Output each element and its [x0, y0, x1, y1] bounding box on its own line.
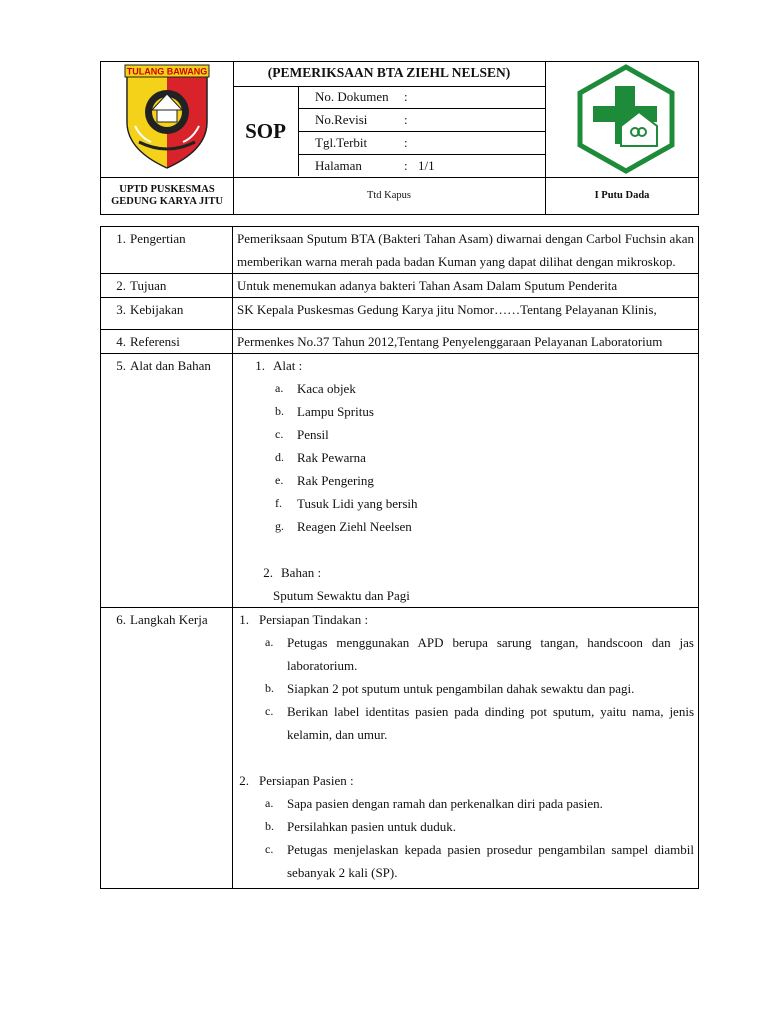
row-label: 2. Tujuan — [101, 274, 233, 298]
list-item: c. Pensil — [275, 427, 329, 442]
row-label: 6. Langkah Kerja — [101, 608, 233, 889]
list-item: f. Tusuk Lidi yang bersih — [275, 496, 418, 511]
row-content: Untuk menemukan adanya bakteri Tahan Asam Dalam Sputum Penderita — [233, 274, 699, 298]
puskesmas-name: UPTD PUSKESMAS GEDUNG KARYA JITU — [111, 184, 223, 207]
ttd-kapus: Ttd Kapus — [366, 190, 412, 201]
row-label: 1. Pengertian — [101, 227, 233, 274]
row-tujuan — [101, 274, 699, 298]
meta-no-revisi: No.Revisi : — [315, 112, 408, 127]
row-label: 4. Referensi — [101, 330, 233, 354]
document-title: (PEMERIKSAAN BTA ZIEHL NELSEN) — [267, 65, 511, 80]
row-content: Permenkes No.37 Tahun 2012,Tentang Penyelenggaraan Pelayanan Laboratorium — [233, 330, 699, 354]
row-content: SK Kepala Puskesmas Gedung Karya jitu Nomor……Tentang Pelayanan Klinis, — [233, 298, 699, 330]
puskesmas-logo — [571, 64, 681, 174]
list-item: e. Rak Pengering — [275, 473, 374, 488]
bahan-title: Bahan : — [281, 565, 322, 580]
svg-text:TULANG BAWANG: TULANG BAWANG — [126, 66, 208, 77]
row-content: Pemeriksaan Sputum BTA (Bakteri Tahan Asam) diwarnai dengan Carbol Fuchsin akan memberikan warna merah pada badan Kuman yang dapat dilihat dengan mikroskop. — [233, 227, 699, 274]
step-title: Persiapan Tindakan : — [259, 612, 369, 627]
list-item: b. Persilahkan pasien untuk duduk. — [265, 819, 456, 834]
sop-table — [100, 226, 699, 889]
row-content — [233, 354, 699, 608]
list-item: b. Lampu Spritus — [275, 404, 374, 419]
row-kebijakan — [101, 298, 699, 330]
list-item: b. Siapkan 2 pot sputum untuk pengambilan dahak sewaktu dan pagi. — [265, 681, 635, 696]
row-label: 5. Alat dan Bahan — [101, 354, 233, 608]
row-label: 3. Kebijakan — [101, 298, 233, 330]
alat-title: Alat : — [273, 358, 303, 373]
step-title: Persiapan Pasien : — [259, 773, 354, 788]
list-item: d. Rak Pewarna — [275, 450, 366, 465]
list-item: c. Petugas menjelaskan kepada pasien prosedur pengambilan sampel diambil sebanyak 2 kali (SP). — [265, 842, 694, 880]
row-pengertian — [101, 227, 699, 274]
alat-section: 1. Alat : a. Kaca objek b. Lampu Spritus c. Pensil d. Rak Pewarna e. Rak Pengering f. Tusuk Lidi yang bersih g. Reagen Ziehl Neelsen 2. Bahan : Sputum Sewaktu dan Pagi — [237, 354, 694, 607]
meta-halaman: Halaman : 1/1 — [315, 158, 435, 173]
list-item: a. Petugas menggunakan APD berupa sarung tangan, handscoon dan jas laboratorium. — [265, 635, 694, 673]
row-referensi — [101, 330, 699, 354]
sop-header — [100, 61, 699, 215]
signatory-name: I Putu Dada — [594, 190, 650, 201]
list-item: a. Sapa pasien dengan ramah dan perkenalkan diri pada pasien. — [265, 796, 603, 811]
meta-no-dokumen: No. Dokumen : — [315, 89, 408, 104]
row-content: 1. Persiapan Tindakan : a. Petugas menggunakan APD berupa sarung tangan, handscoon dan jas laboratorium. b. Siapkan 2 pot sputum untuk pengambilan dahak sewaktu dan pagi. c. Berikan label identitas pasien pada dinding pot sputum, yaitu nama, jenis kelamin, dan umur. 2. Persiapan Pasien : a. Sapa pasien dengan ramah dan perkenalkan diri pada pasien. b. Persilahkan pasien untuk duduk. c. Petugas menjelaskan kepada pasien prosedur pengambilan sampel diambil sebanyak 2 kali (SP). — [233, 608, 699, 889]
bahan-text: Sputum Sewaktu dan Pagi — [273, 588, 410, 603]
tulang-bawang-logo — [121, 64, 213, 174]
list-item: a. Kaca objek — [275, 381, 356, 396]
meta-tgl-terbit: Tgl.Terbit : — [315, 135, 408, 150]
row-alat-bahan — [101, 354, 699, 608]
row-langkah-kerja — [101, 608, 699, 889]
sop-label: SOP — [245, 119, 286, 143]
list-item: c. Berikan label identitas pasien pada dinding pot sputum, yaitu nama, jenis kelamin, dan umur. — [265, 704, 694, 742]
list-item: g. Reagen Ziehl Neelsen — [275, 519, 412, 534]
